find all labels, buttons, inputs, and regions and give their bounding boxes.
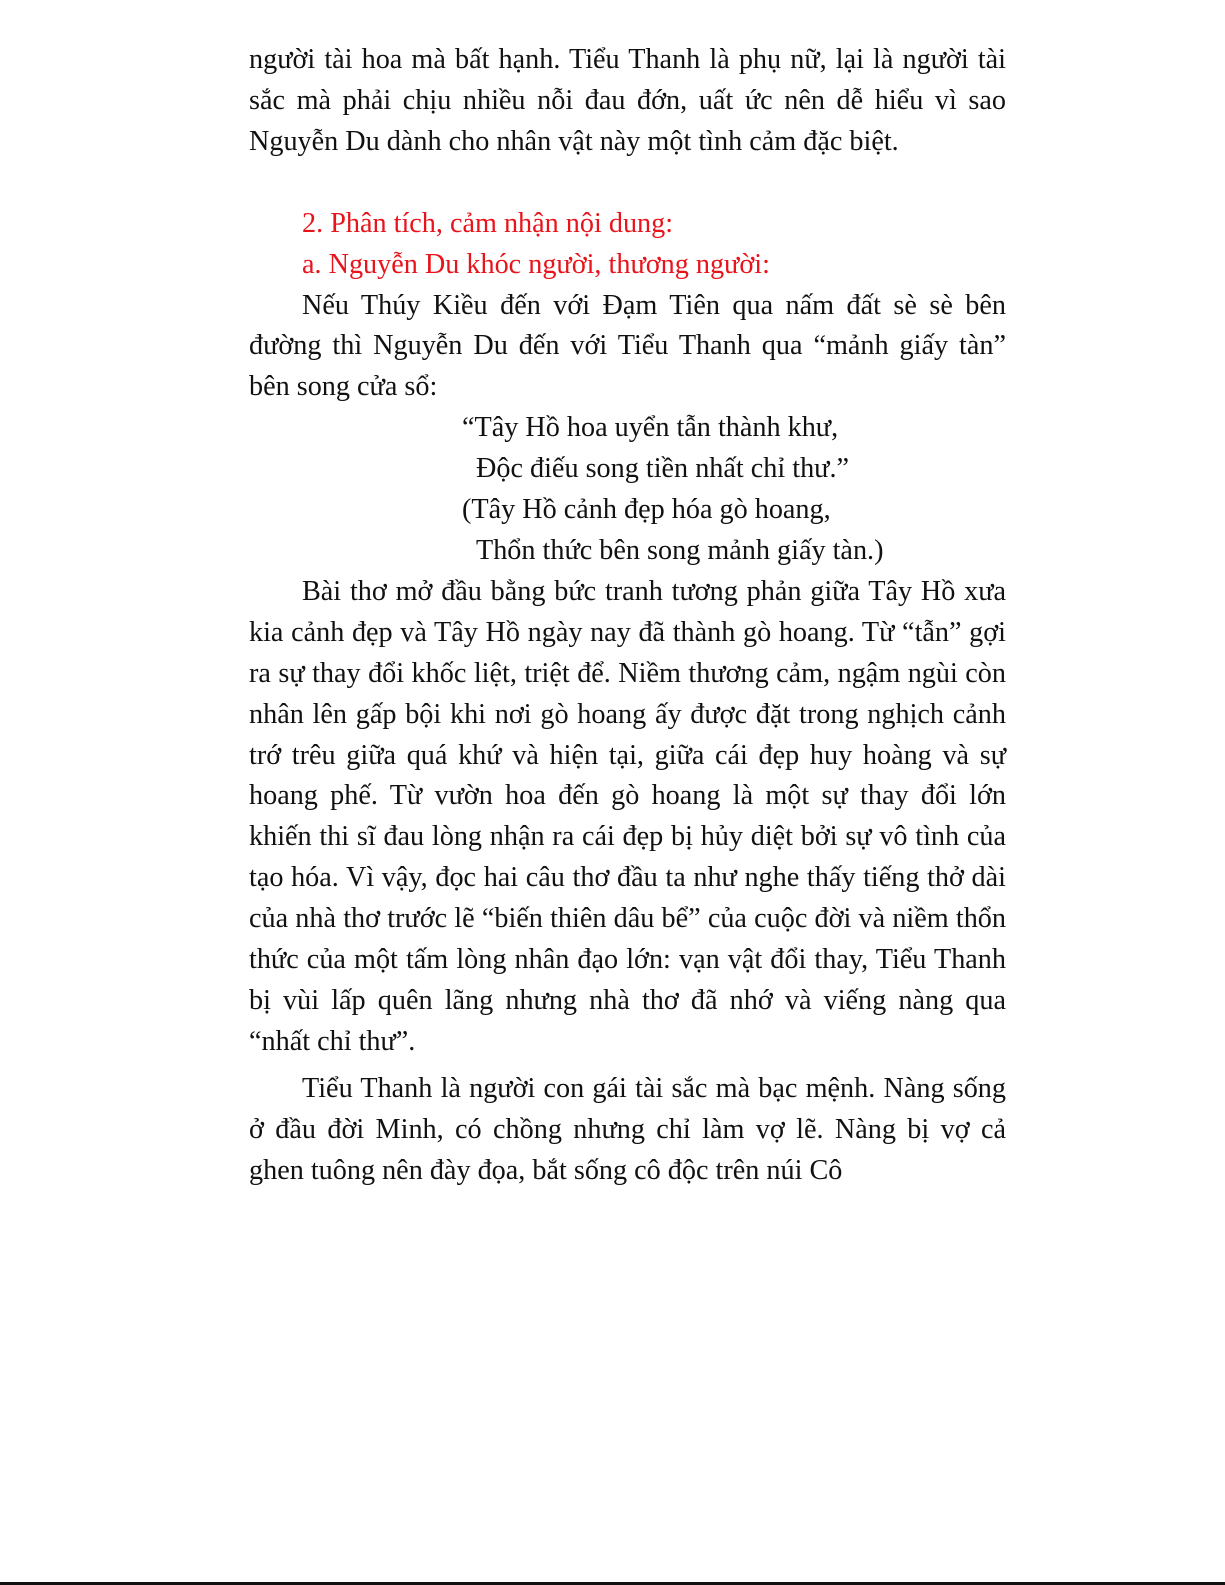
paragraph-1: Nếu Thúy Kiều đến với Đạm Tiên qua nấm đất sè sè bên đường thì Nguyễn Du đến với Tiểu Thanh qua “mảnh giấy tàn” bên song cửa sổ: (249, 289, 1006, 403)
poem-line-1: “Tây Hồ hoa uyển tẫn thành khư, (462, 412, 839, 444)
poem-line-3: (Tây Hồ cảnh đẹp hóa gò hoang, (462, 494, 831, 526)
text-column (249, 40, 1006, 1191)
paragraph-intro-continued: người tài hoa mà bất hạnh. Tiểu Thanh là phụ nữ, lại là người tài sắc mà phải chịu nhiều nỗi đau đớn, uất ức nên dễ hiểu vì sao Nguyễn Du dành cho nhân vật này một tình cảm đặc biệt. (249, 44, 1006, 157)
poem-line-2: Độc điếu song tiền nhất chỉ thư.” (476, 453, 850, 485)
poem-line-4: Thổn thức bên song mảnh giấy tàn.) (476, 534, 884, 566)
paragraph-2: Bài thơ mở đầu bằng bức tranh tương phản giữa Tây Hồ xưa kia cảnh đẹp và Tây Hồ ngày nay đã thành gò hoang. Từ “tẫn” gợi ra sự thay đổi khốc liệt, triệt để. Niềm thương cảm, ngậm ngùi còn nhân lên gấp bội khi nơi gò hoang ấy được đặt trong nghịch cảnh trớ trêu giữa quá khứ và hiện tại, giữa cái đẹp huy hoàng và sự hoang phế. Từ vườn hoa đến gò hoang là một sự thay đổi lớn khiến thi sĩ đau lòng nhận ra cái đẹp bị hủy diệt bởi sự vô tình của tạo hóa. Vì vậy, đọc hai câu thơ đầu ta như nghe thấy tiếng thở dài của nhà thơ trước lẽ “biến thiên dâu bể” của cuộc đời và niềm thổn thức của một tấm lòng nhân đạo lớn: vạn vật đổi thay, Tiểu Thanh bị vùi lấp quên lãng nhưng nhà thơ đã nhớ và viếng nàng qua “nhất chỉ thư”. (249, 575, 1006, 1057)
subsection-heading: a. Nguyễn Du khóc người, thương người: (302, 248, 770, 280)
paragraph-3: Tiểu Thanh là người con gái tài sắc mà bạc mệnh. Nàng sống ở đầu đời Minh, có chồng nhưng chỉ làm vợ lẽ. Nàng bị vợ cả ghen tuông nên đày đọa, bắt sống cô độc trên núi Cô (249, 1072, 1006, 1186)
section-heading: 2. Phân tích, cảm nhận nội dung: (302, 207, 674, 239)
poem-quote (249, 408, 1006, 572)
